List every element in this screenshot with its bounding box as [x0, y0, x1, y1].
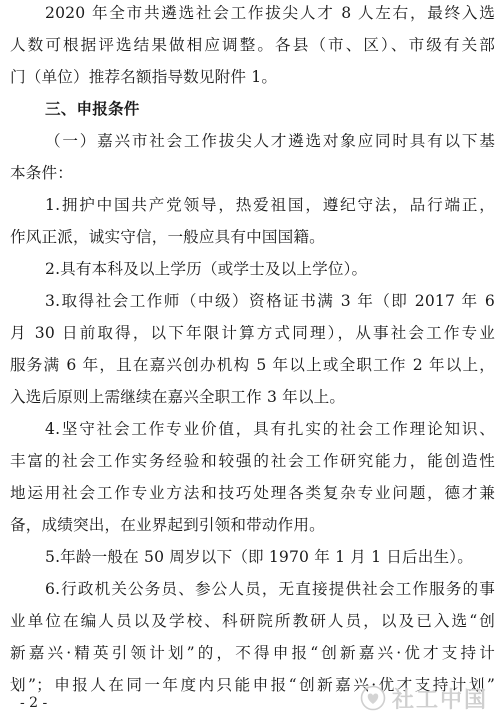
text-line-18: 5.年龄一般在 50 周岁以下（即 1970 年 1 月 1 日后出生）。 [45, 548, 473, 566]
text-line-1: 2020 年全市共遴选社会工作拔尖人才 8 人左右，最终入选 [45, 4, 495, 22]
text-line-20: 业单位在编人员以及学校、科研院所教研人员，以及已入选“创 [10, 612, 495, 630]
text-line-11: 月 30 日前取得，以下年限计算方式同理），从事社会工作专业 [10, 324, 495, 342]
watermark [360, 682, 488, 714]
heart-in-circle-icon [360, 685, 386, 711]
text-line-15: 丰富的社会工作实务经验和较强的社会工作研究能力，能创造性 [10, 452, 495, 470]
watermark-text: 社工中国 [391, 687, 488, 713]
text-line-8: 作风正派，诚实守信，一般应具有中国国籍。 [10, 228, 325, 246]
text-line-14: 4.坚守社会工作专业价值，具有扎实的社会工作理论知识、 [45, 420, 495, 438]
text-line-3: 门（单位）推荐名额指导数见附件 1。 [10, 68, 278, 86]
text-line-7: 1.拥护中国共产党领导，热爱祖国，遵纪守法，品行端正， [45, 196, 495, 214]
section-heading-application-conditions: 三、申报条件 [45, 100, 140, 118]
text-line-5: （一）嘉兴市社会工作拔尖人才遴选对象应同时具有以下基 [45, 132, 495, 150]
text-line-19: 6.行政机关公务员、参公人员，无直接提供社会工作服务的事 [45, 580, 495, 598]
text-line-2: 人数可根据评选结果做相应调整。各县（市、区）、市级有关部 [10, 36, 495, 54]
page-number: - 2 - [20, 695, 48, 711]
text-line-22: 划”；申报人在同一年度内只能申报“创新嘉兴·优才支持计划” [10, 676, 495, 694]
text-line-21: 新嘉兴·精英引领计划”的，不得申报“创新嘉兴·优才支持计 [10, 644, 495, 662]
text-line-9: 2.具有本科及以上学历（或学士及以上学位）。 [45, 260, 368, 278]
text-line-13: 入选后原则上需继续在嘉兴全职工作 3 年以上。 [10, 388, 346, 406]
text-line-12: 服务满 6 年，且在嘉兴创办机构 5 年以上或全职工作 2 年以上， [10, 356, 495, 374]
text-line-10: 3.取得社会工作师（中级）资格证书满 3 年（即 2017 年 6 [45, 292, 495, 310]
text-line-6: 本条件： [10, 164, 73, 182]
text-line-16: 地运用社会工作专业方法和技巧处理各类复杂专业问题，德才兼 [10, 484, 495, 502]
text-line-17: 备，成绩突出，在业界起到引领和带动作用。 [10, 516, 325, 534]
